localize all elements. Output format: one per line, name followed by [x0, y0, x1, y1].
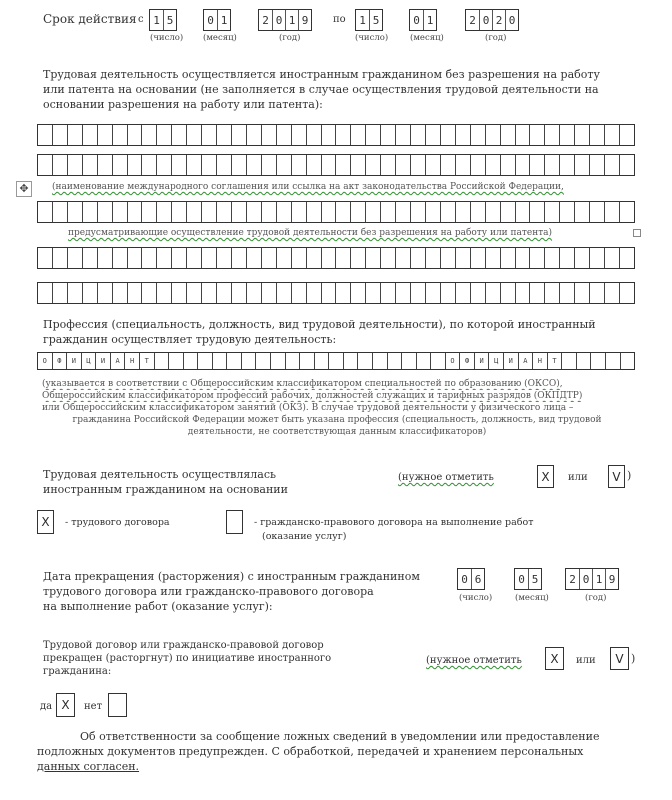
responsibility-line-3: данных согласен.	[37, 760, 140, 773]
digit-cell: 2	[262, 13, 269, 27]
or-label: или	[576, 655, 596, 666]
letter-cell	[605, 353, 620, 369]
activity-text-3: основании разрешения на работу или патента):	[43, 98, 323, 111]
basis-row-2[interactable]	[37, 154, 635, 176]
initiative-text-1: Трудовой договор или гражданско-правовой договор	[43, 640, 324, 651]
digit-cell: 5	[163, 10, 176, 30]
termination-year[interactable]	[565, 568, 619, 590]
letter-cell	[255, 353, 270, 369]
caption-month: (месяц)	[203, 33, 237, 43]
digit-cell: 0	[505, 10, 518, 30]
digit-cell: 0	[272, 10, 285, 30]
letter-cell	[299, 353, 314, 369]
letter-cell: И	[503, 353, 518, 369]
letter-cell	[620, 353, 635, 369]
initiative-yes-checkbox[interactable]: X	[56, 693, 75, 717]
letter-cell: Ц	[81, 353, 96, 369]
mark-example-x: X	[545, 647, 564, 670]
digit-cell: 0	[579, 569, 592, 589]
validity-from-word: с	[138, 14, 144, 25]
yes-label: да	[40, 701, 53, 712]
letter-cell	[154, 353, 169, 369]
letter-cell	[343, 353, 358, 369]
basis-text-1: Трудовая деятельность осуществлялась	[43, 468, 276, 481]
no-label: нет	[84, 701, 103, 712]
initiative-no-checkbox[interactable]	[108, 693, 127, 717]
responsibility-line-1: Об ответственности за сообщение ложных сведений в уведомлении или предоставление	[80, 730, 600, 743]
termination-month[interactable]	[514, 568, 542, 590]
digit-cell: 6	[471, 569, 484, 589]
letter-cell: И	[95, 353, 110, 369]
letter-cell	[401, 353, 416, 369]
letter-cell	[168, 353, 183, 369]
digit-cell: 0	[461, 572, 468, 586]
termination-text-2: трудового договора или гражданско-правового договора	[43, 585, 374, 598]
basis-row-1[interactable]	[37, 124, 635, 146]
digit-cell: 0	[479, 10, 492, 30]
basis-mark-label: (нужное отметить	[398, 472, 494, 483]
profession-note-1: (указывается в соответствии с Общероссийским классификатором специальностей по образованию (ОКСО),	[42, 379, 563, 389]
letter-cell	[416, 353, 431, 369]
profession-text-1: Профессия (специальность, должность, вид трудовой деятельности), по которой иностранный	[43, 318, 596, 331]
termination-text-1: Дата прекращения (расторжения) с иностранным гражданином	[43, 570, 420, 583]
profession-text-2: гражданин осуществляет трудовую деятельность:	[43, 333, 337, 346]
basis-note-1: (наименование международного соглашения или ссылка на акт законодательства Российской Федерации,	[52, 182, 564, 192]
letter-cell	[328, 353, 343, 369]
civil-contract-label-2: (оказание услуг)	[262, 531, 347, 542]
basis-row-3[interactable]	[37, 201, 635, 223]
activity-text-1: Трудовая деятельность осуществляется иностранным гражданином без разрешения на работу	[43, 68, 600, 81]
mark-example-v: V	[608, 465, 625, 488]
letter-cell	[226, 353, 241, 369]
digit-cell: 1	[592, 569, 605, 589]
digit-cell: 1	[423, 10, 436, 30]
resize-handle-icon[interactable]	[633, 229, 641, 237]
letter-cell: И	[66, 353, 81, 369]
validity-label: Срок действия	[43, 12, 137, 26]
caption-year: (год)	[279, 33, 301, 43]
letter-cell	[314, 353, 329, 369]
validity-to-word: по	[333, 14, 346, 25]
caption-year: (год)	[585, 593, 607, 603]
letter-cell	[357, 353, 372, 369]
civil-contract-label: - гражданско-правового договора на выполнение работ	[254, 517, 534, 528]
caption-day: (число)	[355, 33, 389, 43]
digit-cell: 1	[359, 13, 366, 27]
letter-cell: Н	[532, 353, 547, 369]
initiative-mark-label: (нужное отметить	[426, 655, 522, 666]
labor-contract-label: - трудового договора	[65, 517, 170, 528]
digit-cell: 5	[369, 10, 382, 30]
profession-note-2: Общероссийским классификатором профессий рабочих, должностей служащих и тарифных разрядов (ОКПДТР)	[42, 391, 583, 401]
digit-cell: 5	[528, 569, 541, 589]
digit-cell: 2	[469, 13, 476, 27]
profession-cells[interactable]	[37, 352, 635, 370]
labor-contract-checkbox[interactable]: X	[37, 510, 54, 534]
digit-cell: 2	[492, 10, 505, 30]
letter-cell: О	[42, 357, 47, 365]
profession-note-3: или Общероссийским классификатором занятий (ОКЗ). В случае трудовой деятельности у физического лица –	[42, 403, 574, 413]
letter-cell	[212, 353, 227, 369]
responsibility-line-2: подложных документов предупрежден. С обработкой, передачей и хранением персональных	[37, 745, 584, 758]
letter-cell	[430, 353, 445, 369]
validity-to-month[interactable]	[409, 9, 437, 31]
letter-cell: А	[518, 353, 533, 369]
letter-cell	[590, 353, 605, 369]
validity-from-day[interactable]	[149, 9, 177, 31]
letter-cell	[561, 353, 576, 369]
profession-note-5: деятельности, не соответствующая данным классификаторов)	[187, 427, 487, 437]
digit-cell: 9	[298, 10, 311, 30]
letter-cell: Ф	[52, 353, 67, 369]
basis-row-5[interactable]	[37, 282, 635, 304]
letter-cell	[270, 353, 285, 369]
letter-cell: Т	[547, 353, 562, 369]
basis-text-2: иностранным гражданином на основании	[43, 483, 288, 496]
or-label: или	[568, 472, 588, 483]
termination-text-3: на выполнение работ (оказание услуг):	[43, 600, 273, 613]
validity-from-month[interactable]	[203, 9, 231, 31]
letter-cell	[197, 353, 212, 369]
digit-cell: 0	[413, 13, 420, 27]
validity-from-year[interactable]	[258, 9, 312, 31]
letter-cell	[576, 353, 591, 369]
letter-cell	[387, 353, 402, 369]
caption-day: (число)	[150, 33, 184, 43]
caption-year: (год)	[485, 33, 507, 43]
letter-cell: О	[445, 353, 460, 369]
initiative-text-3: гражданина:	[43, 666, 112, 677]
letter-cell: Ц	[488, 353, 503, 369]
move-handle-icon[interactable]: ✥	[16, 181, 32, 197]
basis-row-4[interactable]	[37, 247, 635, 269]
mark-close: )	[627, 469, 632, 482]
caption-month: (месяц)	[410, 33, 444, 43]
mark-close: )	[631, 652, 636, 665]
validity-to-year[interactable]	[465, 9, 519, 31]
letter-cell: Н	[124, 353, 139, 369]
profession-note-4: гражданина Российской Федерации может быть указана профессия (специальность, должность, вид трудовой	[72, 415, 602, 425]
caption-day: (число)	[459, 593, 493, 603]
caption-month: (месяц)	[515, 593, 549, 603]
letter-cell	[372, 353, 387, 369]
digit-cell: 1	[217, 10, 230, 30]
letter-cell: Ф	[459, 353, 474, 369]
validity-to-day[interactable]	[355, 9, 383, 31]
digit-cell: 9	[605, 569, 618, 589]
letter-cell	[241, 353, 256, 369]
basis-note-2: предусматривающие осуществление трудовой деятельности без разрешения на работу или патента)	[68, 228, 553, 238]
initiative-text-2: прекращен (расторгнут) по инициативе иностранного	[43, 653, 332, 664]
letter-cell: А	[110, 353, 125, 369]
letter-cell	[285, 353, 300, 369]
letter-cell	[183, 353, 198, 369]
letter-cell: Т	[139, 353, 154, 369]
letter-cell: И	[474, 353, 489, 369]
activity-text-2: или патента на основании (не заполняется в случае осуществления трудовой деятельности на	[43, 83, 599, 96]
digit-cell: 0	[518, 572, 525, 586]
digit-cell: 0	[207, 13, 214, 27]
mark-example-v: V	[610, 647, 629, 670]
termination-day[interactable]	[457, 568, 485, 590]
digit-cell: 2	[569, 572, 576, 586]
digit-cell: 1	[285, 10, 298, 30]
mark-example-x: X	[537, 465, 554, 488]
digit-cell: 1	[153, 13, 160, 27]
civil-contract-checkbox[interactable]	[226, 510, 243, 534]
